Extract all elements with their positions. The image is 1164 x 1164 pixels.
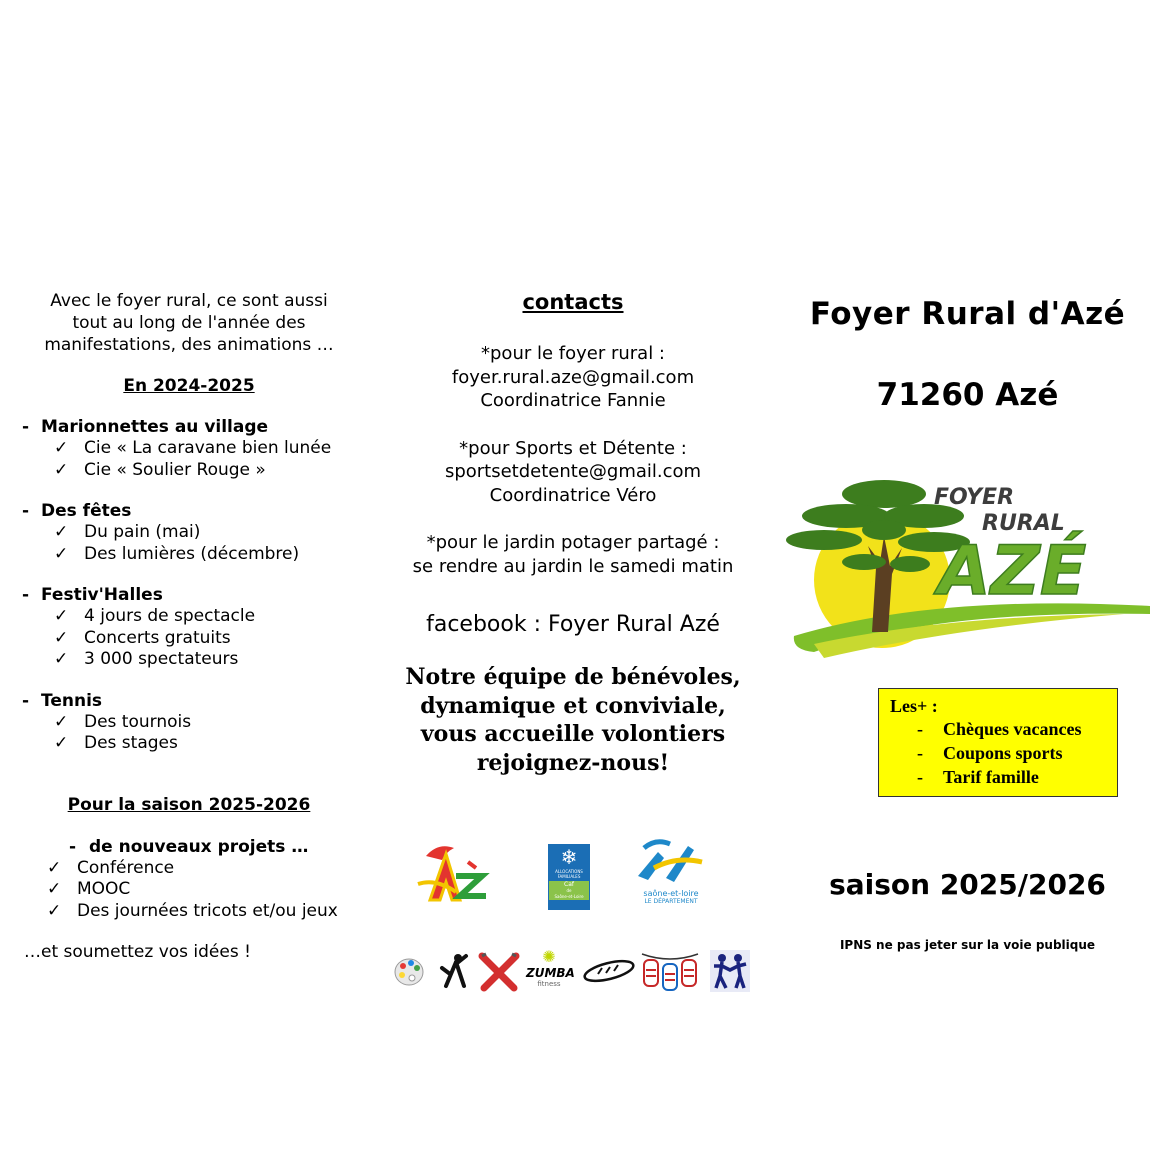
dash: - xyxy=(917,743,923,763)
contact-foyer xyxy=(388,342,758,413)
dash: - xyxy=(22,585,30,605)
pitch-text xyxy=(388,663,758,777)
baguette-icon xyxy=(582,958,636,984)
saone-et-loire-mark xyxy=(636,838,706,884)
check-icon: ✓ xyxy=(54,438,69,458)
list-item: MOOC xyxy=(77,879,131,899)
contact-line: *pour Sports et Détente : xyxy=(459,437,687,459)
check-icon: ✓ xyxy=(54,606,69,626)
zumba-text: ZUMBA xyxy=(526,966,575,980)
snowflake-icon: ❄ xyxy=(560,845,578,869)
intro-text xyxy=(14,290,364,356)
check-icon: ✓ xyxy=(54,543,69,564)
email-link[interactable]: sportsetdetente@gmail.com xyxy=(444,461,702,482)
check-icon: ✓ xyxy=(54,711,69,732)
logo-text-aze: AZÉ xyxy=(938,532,1087,611)
intro-line: manifestations, des animations … xyxy=(44,335,334,355)
list-item: Cie « La caravane bien lunée xyxy=(84,438,332,458)
dash: - xyxy=(917,767,923,787)
right-panel xyxy=(780,290,1155,952)
activity-icons xyxy=(388,948,758,994)
contact-line: Coordinatrice Fannie xyxy=(480,390,666,411)
group-marionnettes xyxy=(14,416,364,481)
middle-panel xyxy=(388,290,758,988)
dash: - xyxy=(22,501,30,521)
painting-palette-icon xyxy=(392,954,426,988)
dancers-icon xyxy=(710,950,750,992)
lanterns-icon xyxy=(640,950,700,992)
dash: - xyxy=(69,836,77,857)
contacts-title: contacts xyxy=(522,290,624,314)
facebook-text: facebook : Foyer Rural Azé xyxy=(426,612,720,637)
list-item: Des lumières (décembre) xyxy=(84,543,300,564)
zumba-star-icon: ✺ xyxy=(542,947,556,966)
group-fetes xyxy=(14,500,364,565)
lesplus-item: Chèques vacances xyxy=(943,719,1082,739)
caf-allocations-familiales-logo xyxy=(548,844,590,910)
list-item: Conférence xyxy=(77,857,175,878)
sl-text: saône-et-loire xyxy=(643,889,699,898)
list-item: Concerts gratuits xyxy=(84,627,231,648)
group-title: Des fêtes xyxy=(41,501,132,521)
postcode-town: 71260 Azé xyxy=(876,377,1059,413)
logo-text-rural: RURAL xyxy=(982,511,1065,536)
check-icon: ✓ xyxy=(47,900,62,921)
list-item: Cie « Soulier Rouge » xyxy=(84,459,266,480)
list-item: 4 jours de spectacle xyxy=(84,606,256,626)
caf-text: de xyxy=(549,888,589,893)
lesplus-item: Coupons sports xyxy=(943,743,1063,763)
yoga-pose-icon xyxy=(436,952,470,990)
check-icon: ✓ xyxy=(54,649,69,669)
outro-text: …et soumettez vos idées ! xyxy=(24,942,251,962)
intro-line: tout au long de l'année des xyxy=(72,313,306,333)
partner-logos xyxy=(388,838,758,918)
zumba-text: fitness xyxy=(537,980,561,988)
group-title: Tennis xyxy=(41,690,103,711)
group-title: Festiv'Halles xyxy=(41,585,163,605)
list-item: Du pain (mai) xyxy=(84,522,201,542)
aze-village-logo xyxy=(416,838,500,910)
caf-text: Saône-et-Loire xyxy=(549,893,589,900)
list-item: Des tournois xyxy=(84,711,192,732)
group-projects xyxy=(14,836,364,923)
caf-text: ALLOCATIONS xyxy=(555,869,583,874)
caf-text: Caf xyxy=(549,881,589,888)
contact-line: *pour le foyer rural : xyxy=(481,343,665,364)
sl-text: LE DÉPARTEMENT xyxy=(644,898,698,905)
group-festivhalles xyxy=(14,584,364,671)
zumba-icon xyxy=(526,947,575,992)
logo-text-foyer: FOYER xyxy=(934,485,1015,510)
contact-sports xyxy=(388,437,758,508)
group-tennis xyxy=(14,690,364,755)
pitch-line: rejoignez-nous! xyxy=(476,749,670,776)
left-panel xyxy=(14,290,364,962)
ipns-notice: IPNS ne pas jeter sur la voie publique xyxy=(839,938,1096,952)
year-heading: En 2024-2025 xyxy=(123,376,255,396)
check-icon: ✓ xyxy=(54,627,69,648)
pitch-line: Notre équipe de bénévoles, xyxy=(405,664,741,690)
pitch-line: vous accueille volontiers xyxy=(420,721,726,747)
check-icon: ✓ xyxy=(54,733,69,753)
dash: - xyxy=(22,417,30,437)
lesplus-box xyxy=(878,688,1118,797)
season-heading: Pour la saison 2025-2026 xyxy=(67,794,311,815)
lesplus-item: Tarif famille xyxy=(943,767,1039,787)
dash: - xyxy=(22,690,30,711)
foyer-rural-aze-logo xyxy=(784,476,1154,666)
list-item: 3 000 spectateurs xyxy=(84,649,239,669)
check-icon: ✓ xyxy=(54,459,69,480)
dash: - xyxy=(917,719,923,739)
contact-line: se rendre au jardin le samedi matin xyxy=(412,555,734,577)
intro-line: Avec le foyer rural, ce sont aussi xyxy=(50,291,328,311)
check-icon: ✓ xyxy=(54,522,69,542)
lesplus-title: Les+ : xyxy=(890,696,938,716)
projects-title: de nouveaux projets … xyxy=(89,836,309,857)
pitch-line: dynamique et conviviale, xyxy=(420,692,726,719)
contact-line: Coordinatrice Véro xyxy=(489,484,657,506)
crossed-pencils-icon xyxy=(478,950,520,992)
list-item: Des stages xyxy=(84,733,178,753)
check-icon: ✓ xyxy=(47,857,62,878)
page-title: Foyer Rural d'Azé xyxy=(809,296,1126,332)
caf-text: FAMILIALES xyxy=(557,874,581,879)
saone-et-loire-departement-logo xyxy=(636,838,706,910)
group-title: Marionnettes au village xyxy=(41,417,269,437)
contact-line: *pour le jardin potager partagé : xyxy=(426,532,720,553)
email-link[interactable]: foyer.rural.aze@gmail.com xyxy=(451,366,695,388)
check-icon: ✓ xyxy=(47,879,62,899)
season-title: saison 2025/2026 xyxy=(829,868,1106,901)
contact-jardin xyxy=(388,531,758,578)
list-item: Des journées tricots et/ou jeux xyxy=(77,900,338,921)
